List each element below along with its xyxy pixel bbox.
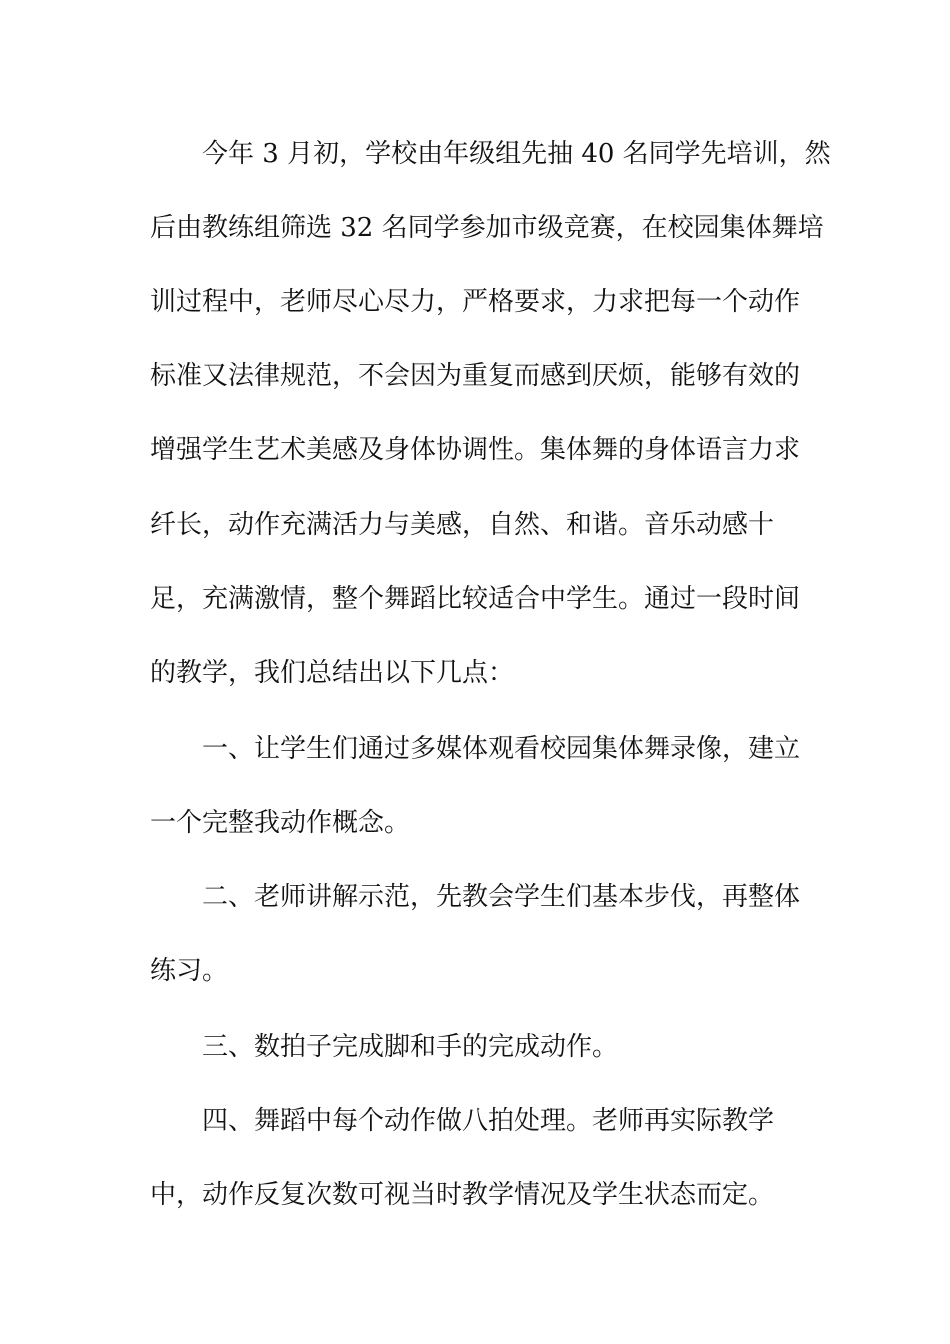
point-1-line-1: 一、让学生们通过多媒体观看校园集体舞录像，建立 [202,734,801,764]
paragraph-1-line-1: 今年 3 月初，学校由年级组先抽 40 名同学先培训，然 [202,139,831,169]
point-2-line-2: 练习。 [150,956,229,986]
paragraph-1-line-7: 足，充满激情，整个舞蹈比较适合中学生。通过一段时间 [150,584,801,614]
paragraph-1-line-6: 纤长，动作充满活力与美感，自然、和谐。音乐动感十 [150,510,775,540]
paragraph-1-line-8: 的教学，我们总结出以下几点： [150,658,515,688]
point-4-line-1: 四、舞蹈中每个动作做八拍处理。老师再实际教学 [202,1106,775,1136]
point-1-line-2: 一个完整我动作概念。 [150,808,411,838]
point-3-line-1: 三、数拍子完成脚和手的完成动作。 [202,1032,619,1062]
point-4-line-2: 中，动作反复次数可视当时教学情况及学生状态而定。 [150,1180,775,1210]
paragraph-1-line-3: 训过程中，老师尽心尽力，严格要求，力求把每一个动作 [150,287,801,317]
paragraph-1-line-4: 标准又法律规范，不会因为重复而感到厌烦，能够有效的 [150,361,801,391]
paragraph-1-line-2: 后由教练组筛选 32 名同学参加市级竞赛，在校园集体舞培 [150,213,824,243]
paragraph-1-line-5: 增强学生艺术美感及身体协调性。集体舞的身体语言力求 [150,435,801,465]
point-2-line-1: 二、老师讲解示范，先教会学生们基本步伐，再整体 [202,882,801,912]
